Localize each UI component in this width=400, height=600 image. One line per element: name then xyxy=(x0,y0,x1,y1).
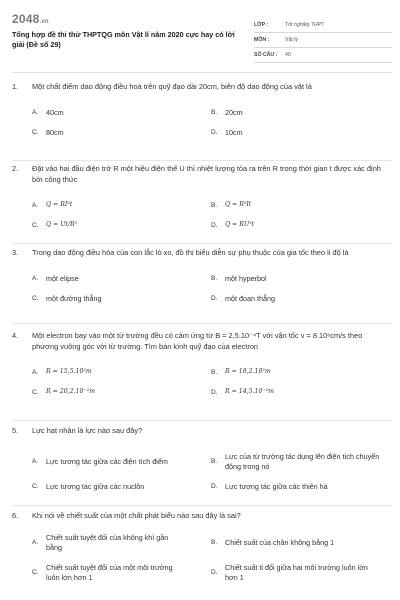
question-separator xyxy=(12,505,392,506)
option-row xyxy=(32,289,390,309)
question-number: 2. xyxy=(12,164,19,173)
question-number: 4. xyxy=(12,331,19,340)
option-c[interactable] xyxy=(32,482,211,492)
options xyxy=(32,528,390,588)
option-letter: C. xyxy=(32,295,39,303)
question-separator xyxy=(12,420,392,421)
question-number: 5. xyxy=(12,426,19,435)
option-text: R = 15,5.10²m xyxy=(46,368,92,376)
option-letter: B. xyxy=(211,368,218,376)
option-text: 40cm xyxy=(46,107,64,117)
option-d[interactable] xyxy=(211,563,390,583)
option-a[interactable] xyxy=(32,274,211,284)
option-row xyxy=(32,382,390,402)
option-letter: D. xyxy=(211,295,218,303)
question-text: Một electron bay vào một từ trường đều có cảm ứng từ B = 2,5.10⁻⁴T với vận tốc v = 8.10⁶cm/s theo phương vuông góc với từ trường. Tìm bán kính quỹ đạo của electron xyxy=(32,331,363,351)
option-text: Q = Ut/R² xyxy=(46,221,78,229)
option-letter: C. xyxy=(32,569,39,577)
option-a[interactable] xyxy=(32,457,211,467)
question-text: Trong dao động điều hòa của con lắc lò xo, đồ thị biểu diễn sự phụ thuộc của gia tốc theo li độ là xyxy=(32,248,349,257)
option-text: R = 14,5.10⁻²m xyxy=(225,388,275,396)
option-text: R = 18,2.10²m xyxy=(225,368,271,376)
option-c[interactable] xyxy=(32,388,211,397)
option-text: Chiết suất tuyệt đối của không khí gần bằng xyxy=(46,532,169,552)
option-letter: D. xyxy=(211,129,218,137)
option-row xyxy=(32,103,390,123)
option-b[interactable] xyxy=(211,452,390,472)
option-text: Lực tương tác giữa các điện tích điểm xyxy=(46,456,168,466)
option-text: Chiết suất của chân không bằng 1 xyxy=(225,537,335,547)
option-row xyxy=(32,447,390,477)
option-d[interactable] xyxy=(211,128,390,138)
option-d[interactable] xyxy=(211,221,390,230)
meta-row-subject xyxy=(254,33,392,48)
meta-label: LỚP : xyxy=(254,22,269,28)
option-letter: D. xyxy=(211,569,218,577)
option-letter: B. xyxy=(211,201,218,209)
options xyxy=(32,447,390,497)
option-row xyxy=(32,123,390,143)
option-letter: A. xyxy=(32,539,39,547)
option-letter: A. xyxy=(32,109,39,117)
option-text: một elipse xyxy=(46,273,79,283)
option-text: 80cm xyxy=(46,127,64,137)
question-text-row xyxy=(12,248,392,259)
option-text: Lực của từ trường tác dụng lên điện tích chuyển động trong nó xyxy=(225,451,380,471)
question-1 xyxy=(12,82,392,143)
options xyxy=(32,362,390,402)
option-text: Chiết suất tuyệt đối của một môi trường luôn lớn hơn 1 xyxy=(46,562,173,582)
question-6 xyxy=(12,511,392,588)
exam-title: Tổng hợp đề thi thử THPTQG môn Vật lí năm 2020 cực hay có lời giải (Đề số 29) xyxy=(12,30,235,49)
option-letter: D. xyxy=(211,388,218,396)
option-row xyxy=(32,195,390,215)
option-text: Chiết suất tỉ đối giữa hai môi trường luôn lớn hơn 1 xyxy=(225,562,368,582)
question-separator xyxy=(12,323,392,324)
meta-row-class xyxy=(254,18,392,33)
question-separator xyxy=(12,160,392,161)
option-row xyxy=(32,528,390,558)
question-text: Khi nói về chiết suất của một chất phát biểu nào sau đây là sai? xyxy=(32,511,241,520)
option-d[interactable] xyxy=(211,482,390,492)
option-letter: D. xyxy=(211,221,218,229)
option-b[interactable] xyxy=(211,201,390,210)
header-divider xyxy=(12,72,392,73)
option-a[interactable] xyxy=(32,201,211,210)
option-text: Q = RI²t xyxy=(46,201,73,209)
option-letter: B. xyxy=(211,109,218,117)
question-separator xyxy=(12,243,392,244)
meta-value: 40 xyxy=(285,52,291,58)
option-text: Q = R²It xyxy=(225,201,252,209)
question-number: 3. xyxy=(12,248,19,257)
option-letter: B. xyxy=(211,275,218,283)
logo-text: 2048 xyxy=(12,12,40,26)
option-letter: A. xyxy=(32,458,39,466)
meta-label: SỐ CÂU : xyxy=(254,52,278,58)
question-text-row xyxy=(12,331,392,352)
option-text: Lực tương tác giữa các thiên hà xyxy=(225,481,328,491)
option-row xyxy=(32,558,390,588)
page-header xyxy=(12,12,392,92)
option-b[interactable] xyxy=(211,368,390,377)
site-logo[interactable] xyxy=(12,12,49,26)
question-text: Lực hạt nhân là lực nào sau đây? xyxy=(32,426,143,435)
question-2 xyxy=(12,164,392,235)
option-b[interactable] xyxy=(211,274,390,284)
option-letter: B. xyxy=(211,458,218,466)
meta-value: Tốt nghiệp THPT xyxy=(285,22,325,28)
logo-suffix: .vn xyxy=(39,19,49,25)
option-letter: A. xyxy=(32,201,39,209)
option-letter: C. xyxy=(32,388,39,396)
option-text: một hyperbol xyxy=(225,273,267,283)
question-4 xyxy=(12,331,392,402)
option-letter: A. xyxy=(32,275,39,283)
option-b[interactable] xyxy=(211,538,390,548)
options xyxy=(32,195,390,235)
options xyxy=(32,269,390,309)
exam-meta xyxy=(254,18,392,63)
option-a[interactable] xyxy=(32,533,211,553)
option-letter: C. xyxy=(32,221,39,229)
option-text: Q = RU²t xyxy=(225,221,255,229)
question-5 xyxy=(12,426,392,497)
option-c[interactable] xyxy=(32,221,211,230)
option-letter: C. xyxy=(32,129,39,137)
question-text-row xyxy=(12,426,392,437)
option-c[interactable] xyxy=(32,128,211,138)
option-text: một đoạn thẳng xyxy=(225,293,275,303)
option-letter: A. xyxy=(32,368,39,376)
option-text: một đường thẳng xyxy=(46,293,102,303)
options xyxy=(32,103,390,143)
question-text: Đặt vào hai đầu điện trở R một hiệu điện thế U thì nhiệt lượng tỏa ra trên R trong thời gian t được xác định bởi công thức xyxy=(32,164,381,184)
meta-value: Vật lý xyxy=(285,37,298,43)
option-b[interactable] xyxy=(211,108,390,118)
option-text: 10cm xyxy=(225,127,243,137)
option-letter: B. xyxy=(211,539,218,547)
meta-row-count xyxy=(254,48,392,63)
option-c[interactable] xyxy=(32,294,211,304)
meta-label: MÔN : xyxy=(254,37,270,43)
option-letter: D. xyxy=(211,483,218,491)
question-number: 6. xyxy=(12,511,19,520)
option-c[interactable] xyxy=(32,563,211,583)
option-d[interactable] xyxy=(211,388,390,397)
question-text-row xyxy=(12,82,392,93)
question-text: Một chất điểm dao động điều hoà trên quỹ đạo dài 20cm, biên độ dao động của vật là xyxy=(32,82,312,91)
question-3 xyxy=(12,248,392,309)
question-text-row xyxy=(12,164,392,185)
option-a[interactable] xyxy=(32,108,211,118)
option-text: R = 20,2.10⁻²m xyxy=(46,388,96,396)
option-a[interactable] xyxy=(32,368,211,377)
option-text: Lực tương tác giữa các nuclôn xyxy=(46,481,145,491)
option-row xyxy=(32,362,390,382)
question-text-row xyxy=(12,511,392,522)
option-row xyxy=(32,215,390,235)
option-row xyxy=(32,269,390,289)
question-number: 1. xyxy=(12,82,19,91)
option-text: 20cm xyxy=(225,107,243,117)
option-letter: C. xyxy=(32,483,39,491)
option-row xyxy=(32,477,390,497)
option-d[interactable] xyxy=(211,294,390,304)
